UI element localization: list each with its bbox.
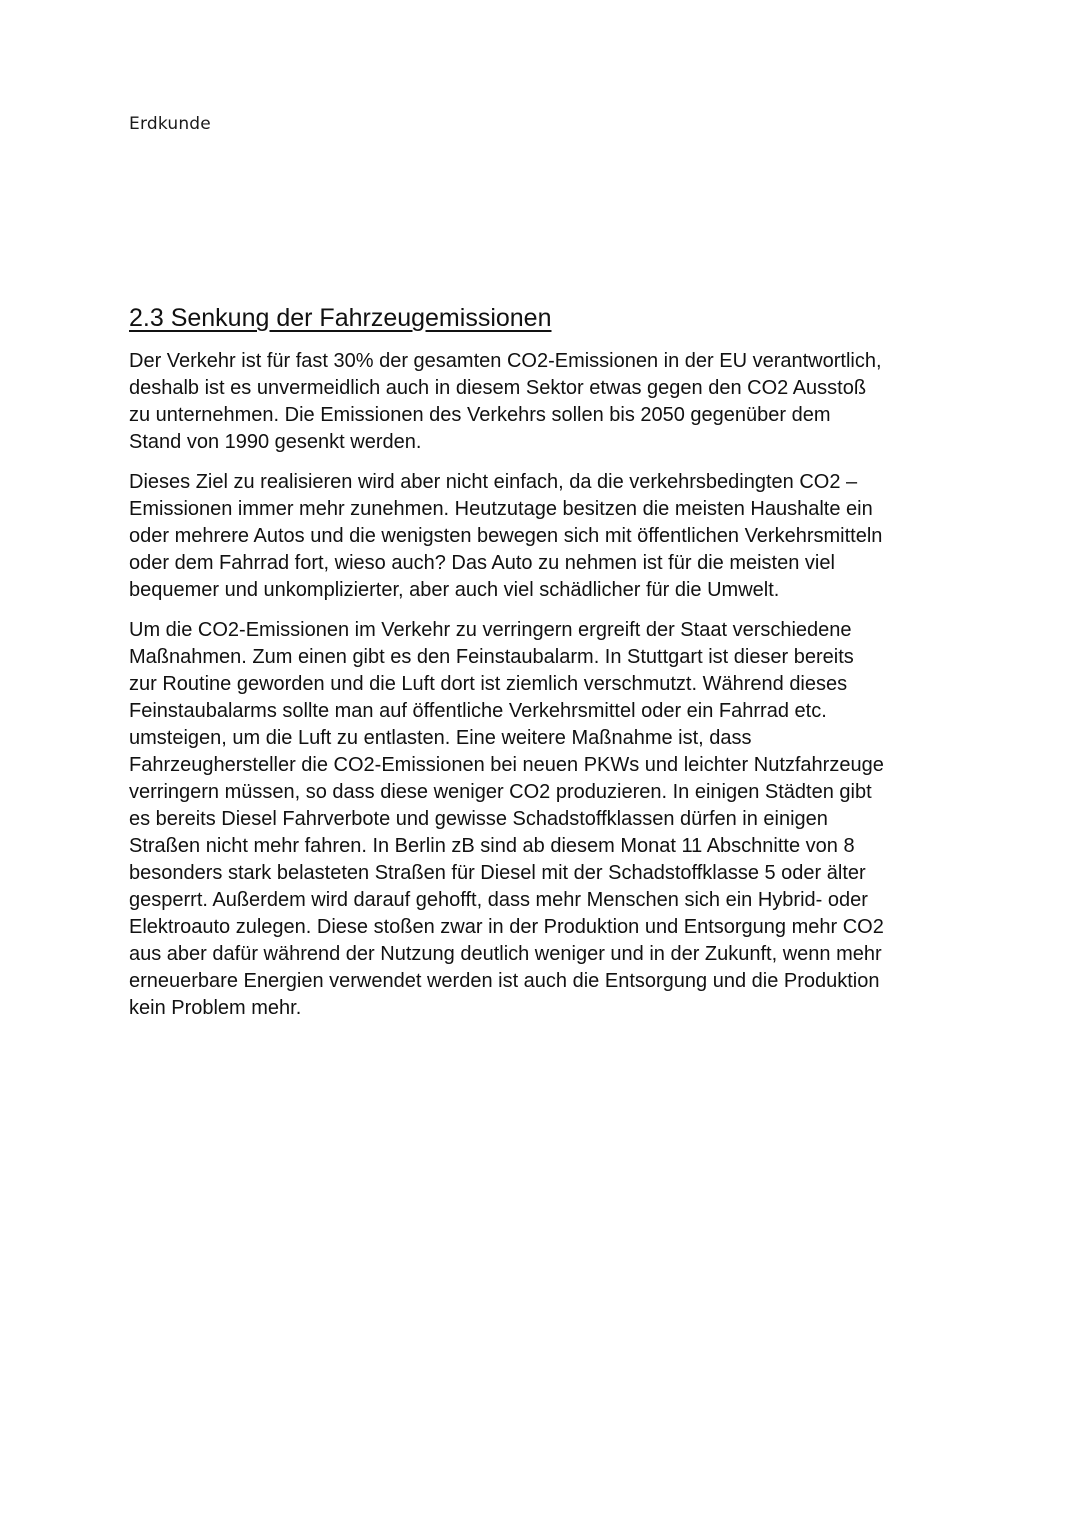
section-heading: 2.3 Senkung der Fahrzeugemissionen [129, 304, 552, 332]
paragraph-line: Feinstaubalarms sollte man auf öffentliche Verkehrsmittel oder ein Fahrrad etc. [129, 700, 827, 722]
paragraph-line: oder dem Fahrrad fort, wieso auch? Das Auto zu nehmen ist für die meisten viel [129, 552, 835, 574]
paragraph-line: aus aber dafür während der Nutzung deutlich weniger und in der Zukunft, wenn mehr [129, 943, 882, 965]
paragraph-line: verringern müssen, so dass diese weniger CO2 produzieren. In einigen Städten gibt [129, 781, 872, 803]
paragraph-3 [129, 617, 959, 1022]
paragraph-line: erneuerbare Energien verwendet werden ist auch die Entsorgung und die Produktion [129, 970, 880, 992]
paragraph-line: Um die CO2-Emissionen im Verkehr zu verringern ergreift der Staat verschiedene [129, 619, 852, 641]
paragraph-line: Fahrzeughersteller die CO2-Emissionen bei neuen PKWs und leichter Nutzfahrzeuge [129, 754, 884, 776]
paragraph-line: zu unternehmen. Die Emissionen des Verkehrs sollen bis 2050 gegenüber dem [129, 404, 831, 426]
paragraph-line: Straßen nicht mehr fahren. In Berlin zB sind ab diesem Monat 11 Abschnitte von 8 [129, 835, 855, 857]
paragraph-line: es bereits Diesel Fahrverbote und gewisse Schadstoffklassen dürfen in einigen [129, 808, 828, 830]
paragraph-1 [129, 348, 959, 456]
paragraph-line: Elektroauto zulegen. Diese stoßen zwar in der Produktion und Entsorgung mehr CO2 [129, 916, 884, 938]
page-header-subject: Erdkunde [129, 114, 211, 134]
paragraph-line: Dieses Ziel zu realisieren wird aber nicht einfach, da die verkehrsbedingten CO2 – [129, 471, 858, 493]
paragraph-line: Der Verkehr ist für fast 30% der gesamten CO2-Emissionen in der EU verantwortlich, [129, 350, 882, 372]
paragraph-line: Stand von 1990 gesenkt werden. [129, 431, 422, 453]
section-body [129, 348, 959, 1035]
paragraph-line: Maßnahmen. Zum einen gibt es den Feinstaubalarm. In Stuttgart ist dieser bereits [129, 646, 854, 668]
paragraph-line: Emissionen immer mehr zunehmen. Heutzutage besitzen die meisten Haushalte ein [129, 498, 873, 520]
paragraph-line: oder mehrere Autos und die wenigsten bewegen sich mit öffentlichen Verkehrsmitteln [129, 525, 883, 547]
paragraph-line: besonders stark belasteten Straßen für Diesel mit der Schadstoffklasse 5 oder älter [129, 862, 866, 884]
paragraph-line: gesperrt. Außerdem wird darauf gehofft, dass mehr Menschen sich ein Hybrid- oder [129, 889, 868, 911]
paragraph-line: deshalb ist es unvermeidlich auch in diesem Sektor etwas gegen den CO2 Ausstoß [129, 377, 867, 399]
paragraph-line: zur Routine geworden und die Luft dort ist ziemlich verschmutzt. Während dieses [129, 673, 848, 695]
paragraph-line: kein Problem mehr. [129, 997, 302, 1019]
paragraph-line: bequemer und unkomplizierter, aber auch viel schädlicher für die Umwelt. [129, 579, 780, 601]
paragraph-line: umsteigen, um die Luft zu entlasten. Eine weitere Maßnahme ist, dass [129, 727, 752, 749]
paragraph-2 [129, 469, 959, 604]
